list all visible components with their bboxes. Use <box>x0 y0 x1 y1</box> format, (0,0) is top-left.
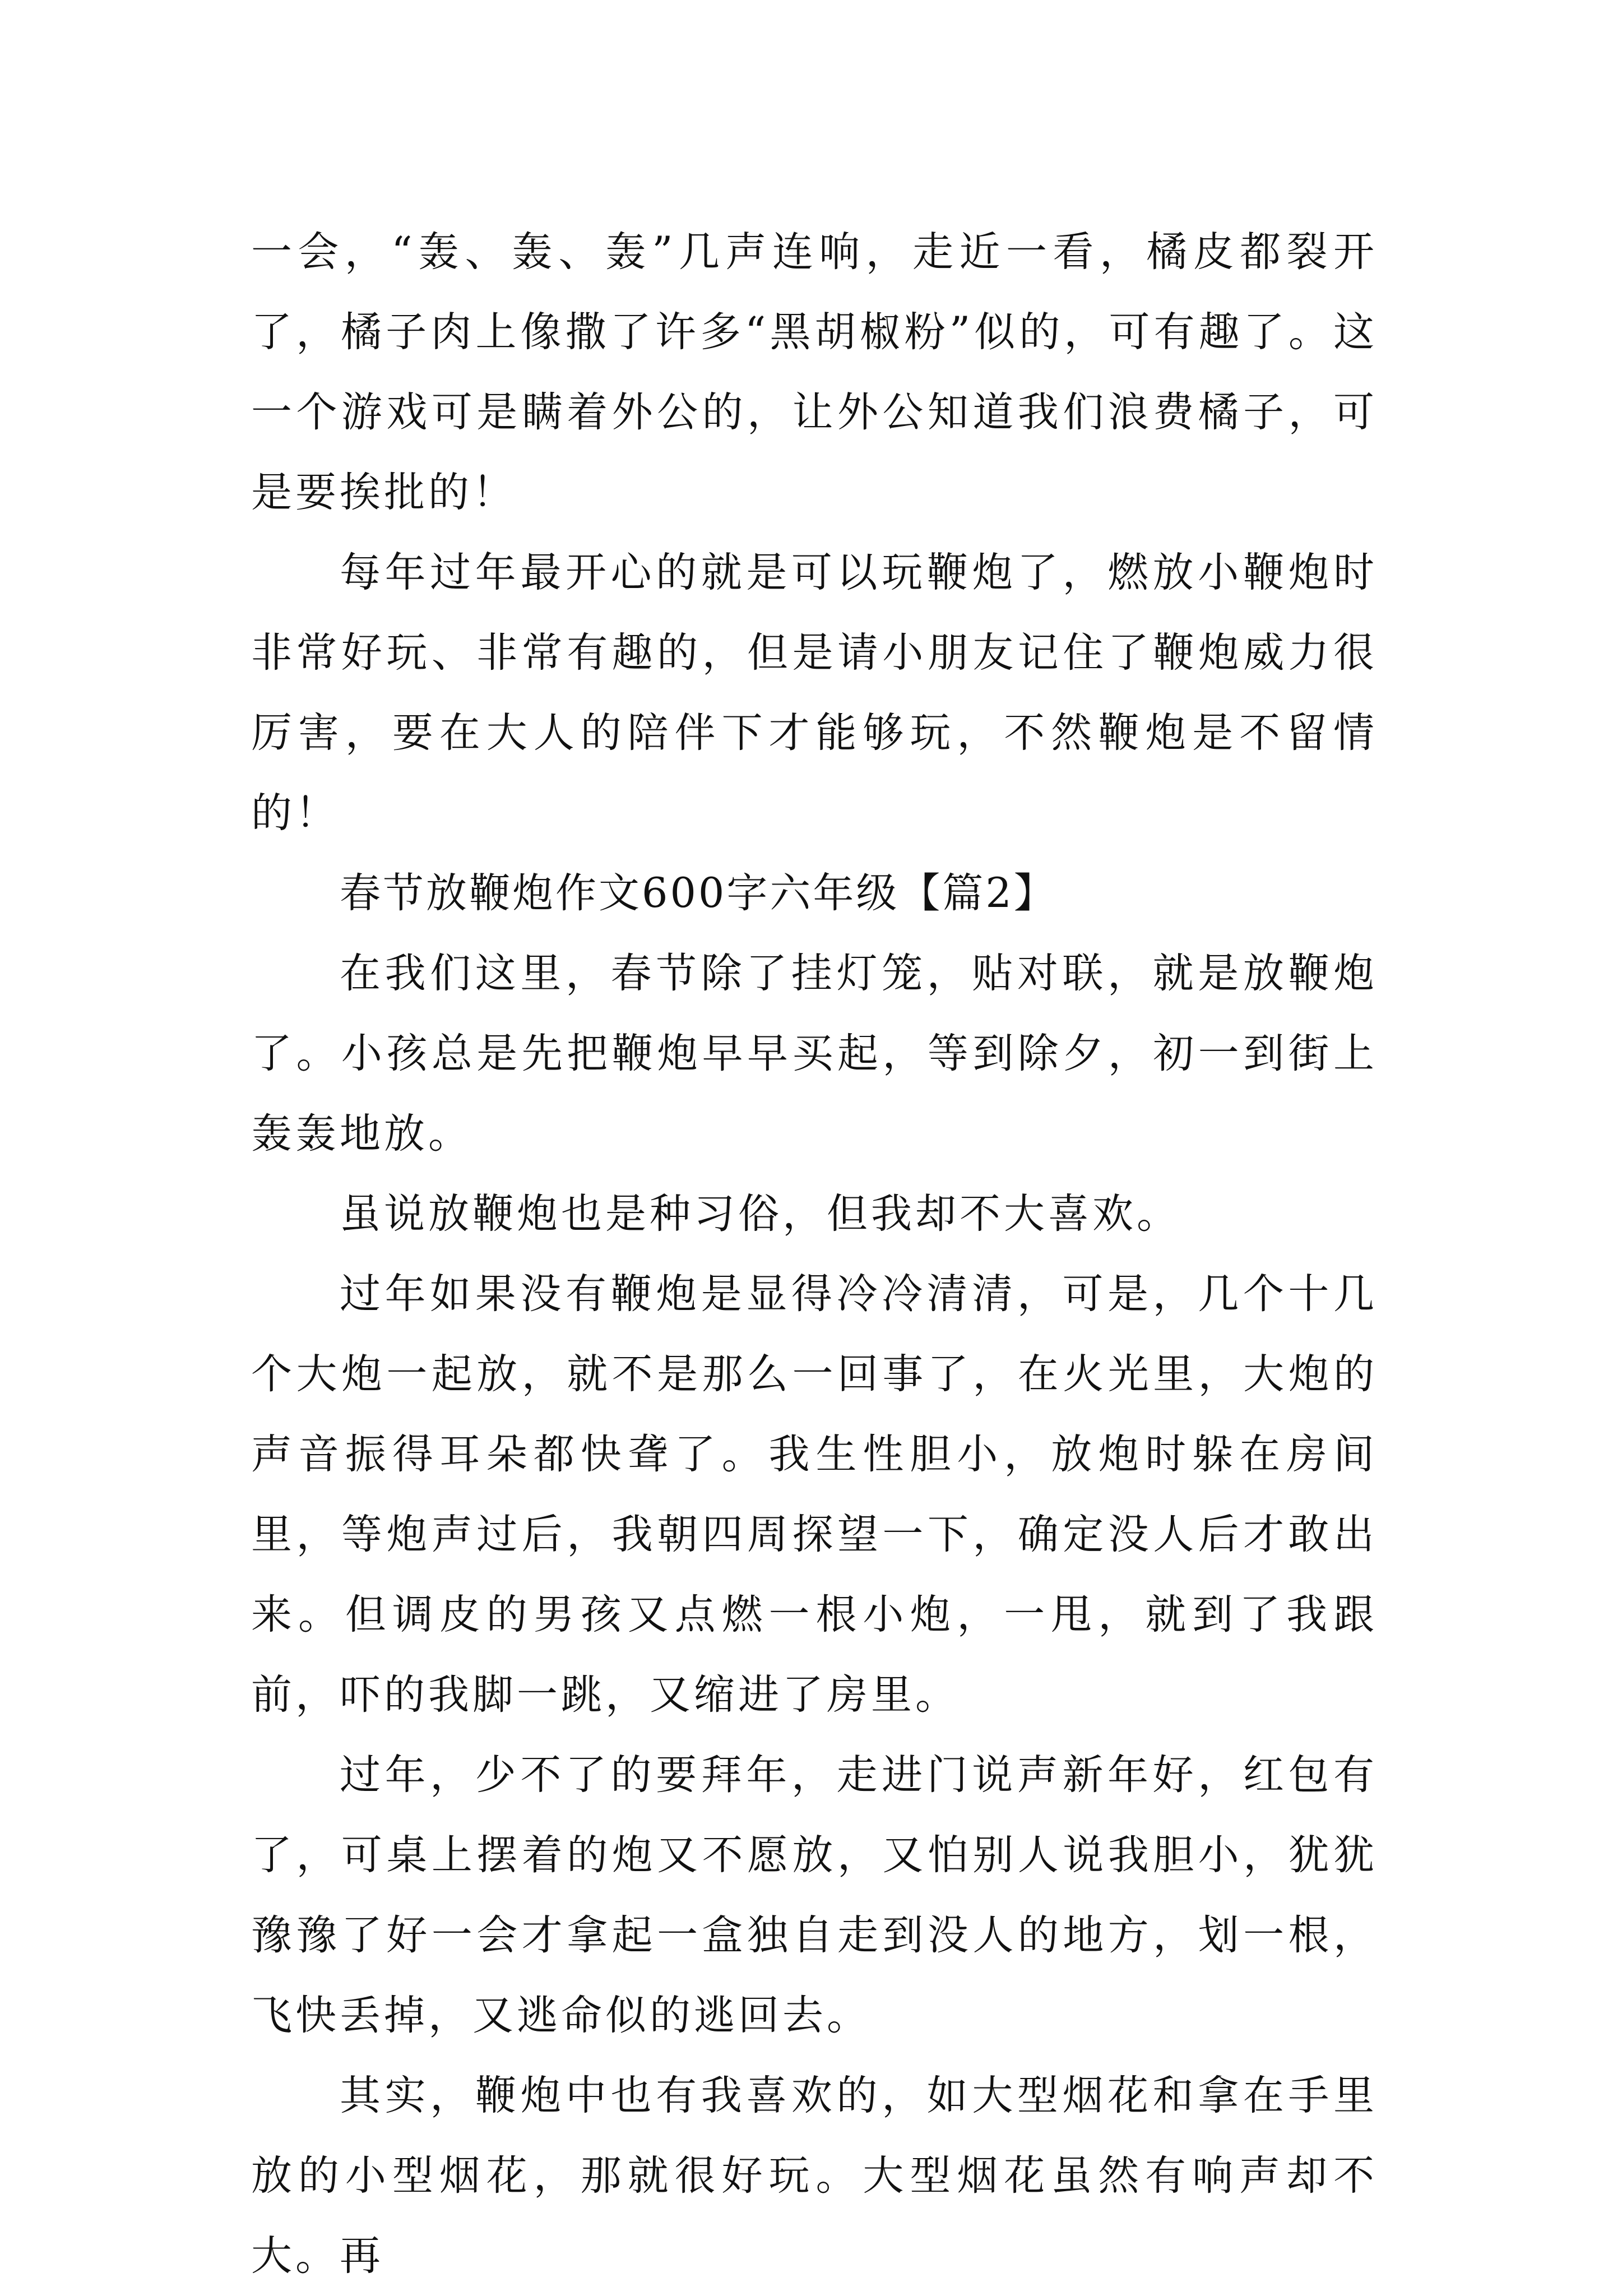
paragraph-continued: 一会，“轰、轰、轰”几声连响，走近一看，橘皮都裂开了，橘子肉上像撒了许多“黑胡椒粉”似的，可有趣了。这一个游戏可是瞒着外公的，让外公知道我们浪费橘子，可是要挨批的！ <box>251 228 1378 516</box>
paragraph: 其实，鞭炮中也有我喜欢的，如大型烟花和拿在手里放的小型烟花，那就很好玩。大型烟花虽然有响声却不大。再 <box>251 2072 1378 2280</box>
paragraph: 虽说放鞭炮也是种习俗，但我却不大喜欢。 <box>340 1190 1181 1238</box>
paragraph: 每年过年最开心的就是可以玩鞭炮了，燃放小鞭炮时非常好玩、非常有趣的，但是请小朋友记住了鞭炮威力很厉害，要在大人的陪伴下才能够玩，不然鞭炮是不留情的！ <box>251 549 1378 837</box>
paragraph: 在我们这里，春节除了挂灯笼，贴对联，就是放鞭炮了。小孩总是先把鞭炮早早买起，等到除夕，初一到街上轰轰地放。 <box>251 950 1378 1158</box>
paragraph: 过年，少不了的要拜年，走进门说声新年好，红包有了，可桌上摆着的炮又不愿放，又怕别人说我胆小，犹犹豫豫了好一会才拿起一盒独自走到没人的地方，划一根，飞快丢掉，又逃命似的逃回去。 <box>251 1751 1378 2039</box>
paragraph: 过年如果没有鞭炮是显得冷冷清清，可是，几个十几个大炮一起放，就不是那么一回事了，在火光里，大炮的声音振得耳朵都快聋了。我生性胆小，放炮时躲在房间里，等炮声过后，我朝四周探望一下，确定没人后才敢出来。但调皮的男孩又点燃一根小炮，一甩，就到了我跟前，吓的我脚一跳，又缩进了房里。 <box>251 1270 1378 1719</box>
body-text <box>251 212 1378 2296</box>
section-heading: 春节放鞭炮作文600字六年级【篇2】 <box>340 869 1057 917</box>
